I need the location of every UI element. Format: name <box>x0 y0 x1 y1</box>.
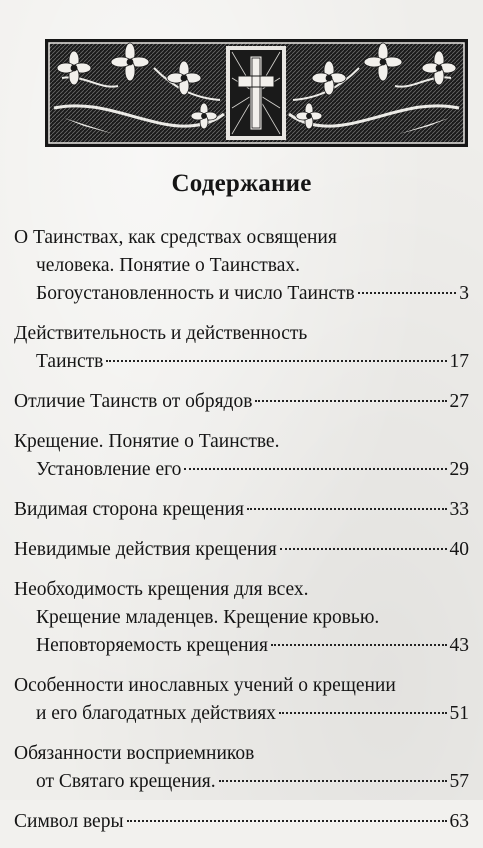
toc-entry-final-line <box>14 388 469 416</box>
toc-entry-line: Обязанности восприемников <box>14 743 255 764</box>
dot-leader <box>247 508 446 510</box>
toc-entry-title: и его благодатных действиях <box>36 703 276 724</box>
toc-entry-line: Особенности инославных учений о крещении <box>14 675 396 696</box>
ornamental-headpiece <box>44 38 469 148</box>
toc-page-number: 57 <box>449 771 469 792</box>
dot-leader <box>219 780 447 782</box>
toc-entry-title: Отличие Таинств от обрядов <box>14 391 253 412</box>
toc-page-number: 43 <box>449 635 469 656</box>
table-of-contents <box>14 224 469 848</box>
toc-entry <box>14 808 469 836</box>
toc-page-number: 33 <box>449 499 469 520</box>
toc-entry <box>14 740 469 796</box>
dot-leader <box>271 644 447 646</box>
dot-leader <box>255 400 446 402</box>
toc-entry-title: от Святаго крещения. <box>36 771 216 792</box>
dot-leader <box>127 820 447 822</box>
toc-entry-title: Видимая сторона крещения <box>14 499 245 520</box>
toc-entry <box>14 536 469 564</box>
toc-entry-line: О Таинствах, как средствах освящения <box>14 227 337 248</box>
contents-heading: Содержание <box>171 170 312 197</box>
toc-entry <box>14 224 469 308</box>
dot-leader <box>358 292 456 294</box>
toc-entry-line: Действительность и действенность <box>14 323 308 344</box>
toc-entry-line: человека. Понятие о Таинствах. <box>36 255 300 276</box>
toc-page-number: 27 <box>449 391 469 412</box>
toc-entry-final-line <box>14 280 469 308</box>
toc-page-number: 51 <box>449 703 469 724</box>
dot-leader <box>280 548 447 550</box>
toc-entry-title: Символ веры <box>14 811 124 832</box>
toc-entry <box>14 576 469 660</box>
toc-entry-final-line <box>14 536 469 564</box>
dot-leader <box>184 468 446 470</box>
dot-leader <box>106 360 446 362</box>
toc-entry-title: Установление его <box>36 459 182 480</box>
toc-entry-line: Крещение. Понятие о Таинстве. <box>14 431 280 452</box>
toc-page-number: 29 <box>449 459 469 480</box>
toc-entry-line: Крещение младенцев. Крещение кровью. <box>36 607 380 628</box>
toc-entry-final-line <box>14 632 469 660</box>
toc-page-number: 17 <box>449 351 469 372</box>
toc-page-number: 63 <box>449 811 469 832</box>
toc-entry-final-line <box>14 768 469 796</box>
toc-entry-final-line <box>14 700 469 728</box>
dot-leader <box>279 712 447 714</box>
toc-entry <box>14 672 469 728</box>
toc-entry <box>14 320 469 376</box>
toc-entry-final-line <box>14 808 469 836</box>
toc-entry-title: Таинств <box>36 351 104 372</box>
toc-entry-final-line <box>14 456 469 484</box>
toc-entry-title: Богоустановленность и число Таинств <box>36 283 355 304</box>
toc-entry-title: Неповторяемость крещения <box>36 635 268 656</box>
toc-entry-line: Необходимость крещения для всех. <box>14 579 309 600</box>
toc-entry <box>14 428 469 484</box>
toc-page-number: 40 <box>449 539 469 560</box>
toc-entry-final-line <box>14 348 469 376</box>
toc-page-number: 3 <box>459 283 469 304</box>
toc-entry <box>14 496 469 524</box>
toc-entry-title: Невидимые действия крещения <box>14 539 277 560</box>
toc-entry-final-line <box>14 496 469 524</box>
toc-entry <box>14 388 469 416</box>
